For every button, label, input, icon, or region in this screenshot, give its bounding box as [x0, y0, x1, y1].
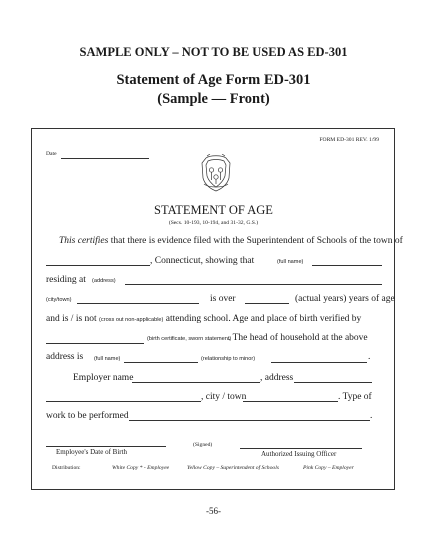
relationship-hint: (relationship to minor): [201, 356, 256, 362]
page-number: -56-: [206, 506, 221, 516]
verification-hint: (birth certificate, sworn statement): [147, 336, 232, 342]
employer-city-field[interactable]: [243, 401, 338, 402]
cross-out-hint: (cross out non-applicable): [99, 317, 164, 323]
employer-name-label: Employer name: [73, 373, 134, 383]
employer-address-label: , address: [260, 373, 294, 383]
connecticut-seal-icon: [199, 154, 233, 197]
address-is-label: address is: [46, 352, 84, 362]
page-title: Statement of Age Form ED-301: [116, 72, 311, 88]
dob-field[interactable]: [46, 446, 166, 447]
age-field[interactable]: [245, 303, 289, 304]
work-performed-field[interactable]: [129, 420, 370, 421]
connecticut-text: , Connecticut, showing that: [150, 256, 255, 266]
head-name-field[interactable]: [124, 362, 198, 363]
certifies-italic: This certifies: [59, 236, 109, 246]
officer-label: Authorized Issuing Officer: [261, 450, 337, 458]
employer-city-label: , city / town: [201, 392, 247, 402]
form-number: FORM ED-301 REV. 1/99: [319, 137, 379, 143]
is-is-not-text: and is / is not: [46, 314, 97, 324]
yellow-copy-note: Yellow Copy – Superintendent of Schools: [187, 465, 279, 471]
dob-label: Employee's Date of Birth: [56, 448, 128, 456]
date-label: Date: [46, 151, 57, 157]
employer-street-field[interactable]: [46, 401, 201, 402]
minor-name-field[interactable]: [312, 265, 382, 266]
work-performed-label: work to be performed: [46, 411, 129, 421]
head-name-hint: (full name): [94, 356, 121, 362]
city-town-hint: (city/town): [46, 297, 72, 303]
verification-field[interactable]: [46, 343, 144, 344]
employer-name-field[interactable]: [132, 382, 260, 383]
residing-at-label: residing at: [46, 275, 86, 285]
signed-label: (Signed): [193, 442, 213, 448]
is-over-label: is over: [210, 294, 236, 304]
form-heading: STATEMENT OF AGE: [154, 203, 273, 217]
address-hint: (address): [92, 278, 116, 284]
city-town-field[interactable]: [77, 303, 199, 304]
type-of-label: . Type of: [338, 392, 372, 402]
white-copy-note: White Copy * - Employee: [112, 465, 170, 471]
head-of-household-text: . The head of household at the above: [228, 333, 368, 343]
attending-line: [46, 314, 361, 324]
relationship-field[interactable]: [271, 362, 367, 363]
certifies-line: [59, 236, 403, 246]
full-name-hint: (full name): [277, 259, 304, 265]
pink-copy-note: Pink Copy – Employer: [303, 465, 354, 471]
actual-years-label: (actual years) years of age: [295, 294, 395, 304]
employer-address-field[interactable]: [294, 382, 372, 383]
date-field[interactable]: [61, 158, 149, 159]
certifies-text: that there is evidence filed with the Superintendent of Schools of the town of: [110, 236, 403, 246]
line10-period: .: [370, 411, 373, 421]
address-field[interactable]: [125, 284, 382, 285]
page-subtitle: (Sample — Front): [157, 91, 270, 107]
sample-banner: SAMPLE ONLY – NOT TO BE USED AS ED-301: [79, 45, 348, 59]
line7-period: .: [368, 352, 371, 362]
signature-field[interactable]: [240, 448, 362, 449]
statutes-note: (Secs. 10-193, 10-194, and 31-32, G.S.): [168, 220, 259, 226]
attending-school-text: attending school. Age and place of birth verified by: [165, 314, 362, 324]
town-field[interactable]: [46, 265, 150, 266]
distribution-label: Distribution:: [52, 465, 81, 471]
